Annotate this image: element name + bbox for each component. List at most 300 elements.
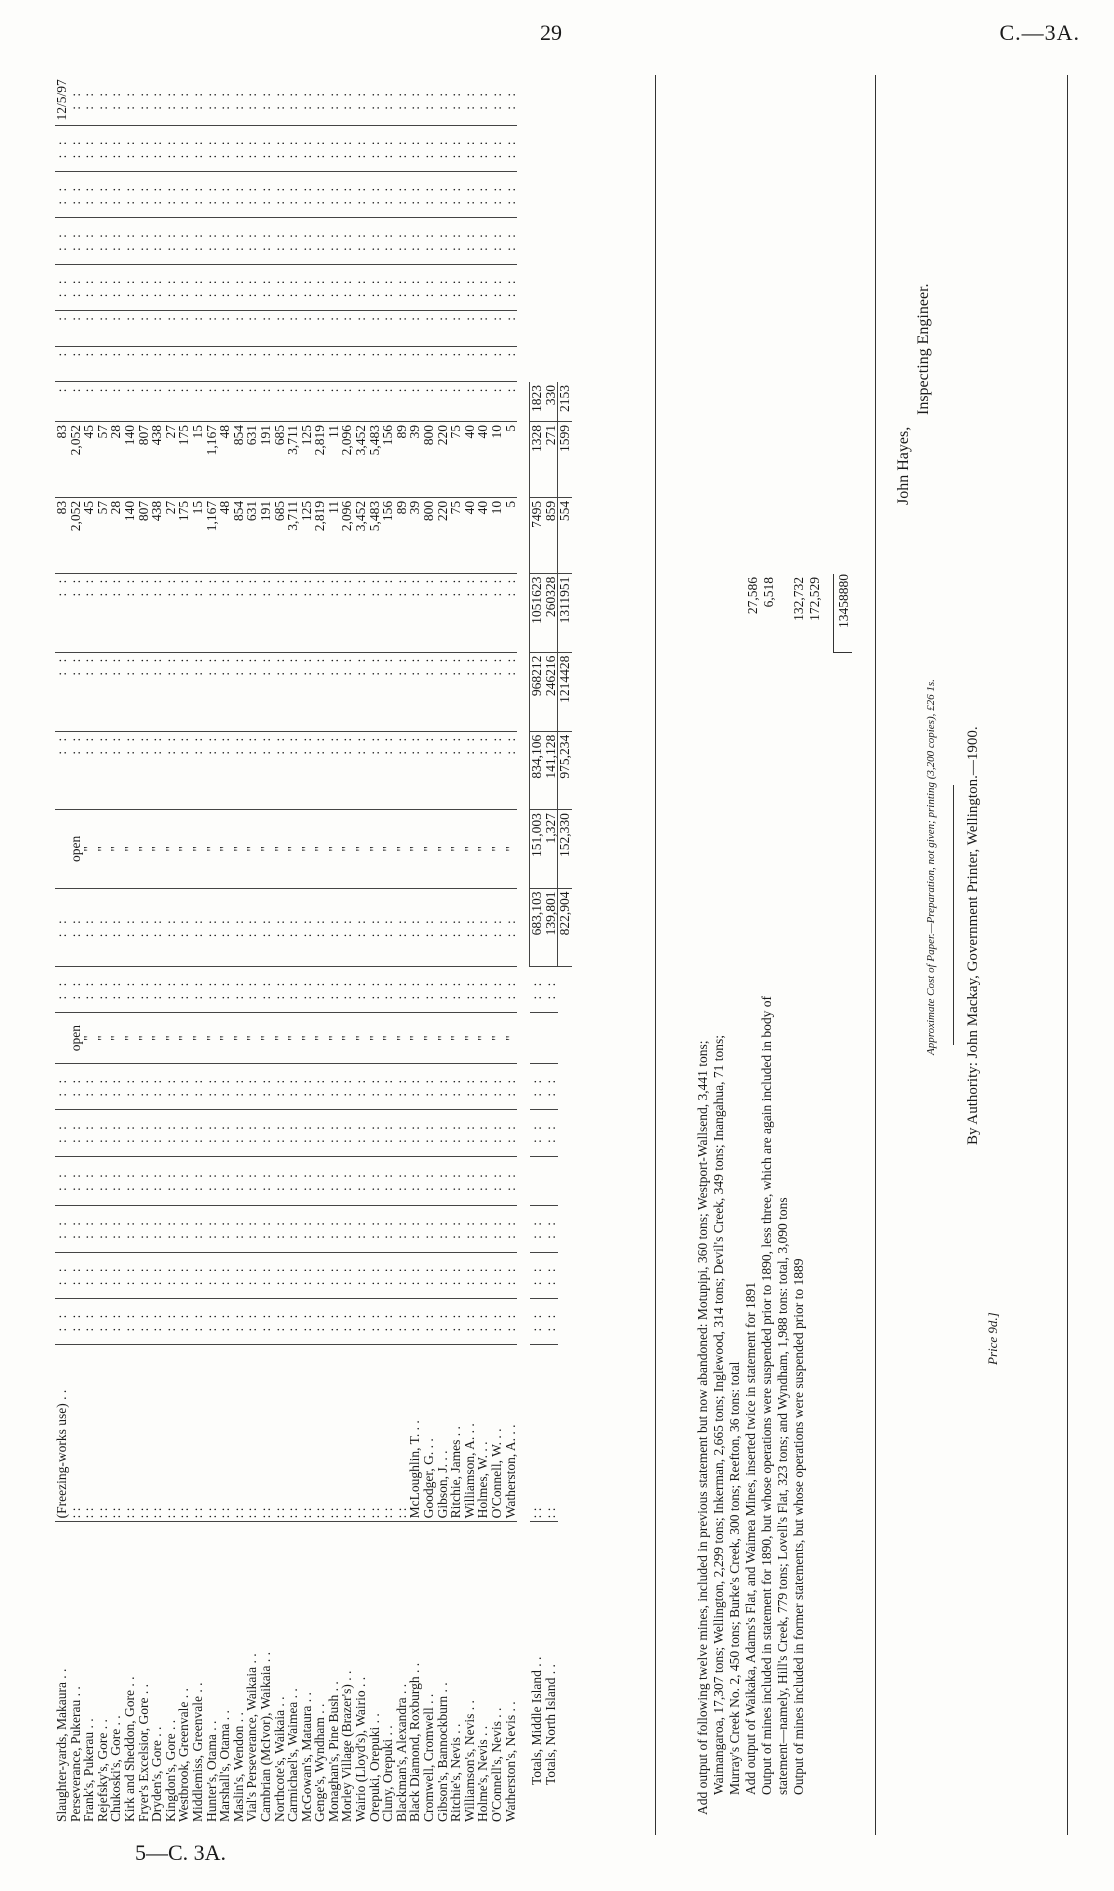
value-d: 3,711 [286, 497, 300, 573]
status-cell: " [286, 1013, 300, 1064]
owner-name: : : [164, 1345, 178, 1522]
status-cell: " [109, 810, 123, 888]
dot-cell: : : [436, 1064, 450, 1110]
status-cell: " [476, 1013, 490, 1064]
dot-cell: : : [381, 888, 395, 966]
dot-cell: : : [137, 264, 151, 310]
status-cell: " [177, 810, 191, 888]
table-row [109, 75, 123, 1825]
dot-cell: : : [137, 1206, 151, 1252]
value-a: : : [82, 731, 96, 809]
status-cell: " [313, 1013, 327, 1064]
status-cell: " [504, 810, 518, 888]
dot-cell: : : [286, 1110, 300, 1156]
dot-cell: : : [286, 1156, 300, 1206]
value-h: : [368, 311, 382, 347]
stamp-date: 12/5/97 [55, 75, 69, 125]
mine-name: Morley Village (Brazer's) . . [339, 1670, 355, 1822]
value-f: : [476, 382, 490, 422]
value-f: : [218, 382, 232, 422]
dot-cell: : : [218, 1298, 232, 1344]
dot-cell: : : [490, 1206, 504, 1252]
dot-cell: : : [55, 218, 69, 264]
dot-cell: : : [327, 75, 341, 125]
owner-name: Watherston, A. . . [504, 1345, 518, 1522]
dot-cell: : : [422, 1252, 436, 1298]
value-e: 2,819 [313, 422, 327, 498]
status-cell [55, 1013, 69, 1064]
dot-cell: : : [327, 172, 341, 218]
table-row [82, 75, 96, 1825]
dot-cell: : : [544, 1110, 558, 1156]
dot-cell: : : [273, 1298, 287, 1344]
dot-cell: : : [327, 966, 341, 1012]
dot-cell: : : [490, 1110, 504, 1156]
dot-cell: : : [408, 888, 422, 966]
mine-name: Frank's, Pukerau . . [81, 1718, 97, 1822]
value-d: 28 [109, 497, 123, 573]
total-a: 139,801 [544, 888, 558, 966]
dot-cell: : : [340, 125, 354, 171]
value-g: : [449, 346, 463, 382]
status-cell: " [436, 1013, 450, 1064]
dot-cell: : : [463, 75, 477, 125]
value-b: : : [490, 652, 504, 731]
status-cell: " [123, 810, 137, 888]
value-c: : : [313, 573, 327, 652]
value-a: : : [259, 731, 273, 809]
dot-cell: : : [273, 172, 287, 218]
value-f: : [245, 382, 259, 422]
dot-cell: : : [327, 1110, 341, 1156]
owner-name: Goodger, G. . . [422, 1345, 436, 1522]
status-cell: " [463, 810, 477, 888]
dot-cell: : : [368, 1298, 382, 1344]
status-cell: " [408, 810, 422, 888]
value-g: : [177, 346, 191, 382]
status-cell: " [300, 810, 314, 888]
note-value: 27,586 [745, 577, 760, 615]
value-a: : : [490, 731, 504, 809]
dot-cell: : : [530, 1206, 544, 1252]
dot-cell: : : [191, 1252, 205, 1298]
status-cell: " [395, 810, 409, 888]
owner-name: Williamson, A. . . [463, 1345, 477, 1522]
dot-cell: : : [300, 125, 314, 171]
dot-cell: : : [340, 1298, 354, 1344]
owner-name: : : [259, 1345, 273, 1522]
value-c: : : [150, 573, 164, 652]
dot-cell: : : [340, 966, 354, 1012]
dot-cell [530, 1013, 544, 1064]
dot-cell: : : [395, 125, 409, 171]
dot-cell: : : [476, 264, 490, 310]
value-a: : : [408, 731, 422, 809]
dot-cell: : : [137, 1064, 151, 1110]
dot-cell: : : [123, 1252, 137, 1298]
mine-name: Slaughter-yards, Makaura . . [54, 1668, 69, 1822]
dot-cell: : : [123, 264, 137, 310]
value-c: : : [259, 573, 273, 652]
value-d: 45 [82, 497, 96, 573]
dot-cell: : : [300, 1110, 314, 1156]
dot-cell: : : [463, 888, 477, 966]
dot-cell: : : [368, 172, 382, 218]
dot-cell: : : [504, 966, 518, 1012]
dot-cell: : : [490, 172, 504, 218]
dot-cell: : : [82, 1064, 96, 1110]
dot-cell: : : [490, 264, 504, 310]
value-d: 156 [381, 497, 395, 573]
dot-cell: : : [300, 172, 314, 218]
mine-name: Cluny, Orepuki . . [380, 1725, 396, 1822]
dot-cell: : : [395, 888, 409, 966]
dot-cell: : : [123, 1206, 137, 1252]
value-e: 75 [449, 422, 463, 498]
value-b: : : [218, 652, 232, 731]
owner-name: McLoughlin, T. . . [408, 1345, 422, 1522]
dot-cell: : : [218, 1110, 232, 1156]
dot-cell: : : [340, 1110, 354, 1156]
value-d: 125 [300, 497, 314, 573]
value-e: 2,052 [69, 422, 83, 498]
dot-cell: : : [177, 75, 191, 125]
mine-name: McGowan's, Mataura . . [298, 1692, 314, 1822]
value-e: 15 [191, 422, 205, 498]
value-c: : : [177, 573, 191, 652]
dot-cell: : : [259, 218, 273, 264]
grand-b: 152,330 [558, 810, 572, 888]
dot-cell: : : [354, 172, 368, 218]
dot-cell: : : [530, 1064, 544, 1110]
dot-cell: : : [55, 1156, 69, 1206]
blank [558, 1522, 572, 1825]
status-cell: open [69, 1013, 83, 1064]
dot-cell: : : [69, 966, 83, 1012]
value-c: : : [504, 573, 518, 652]
value-c: : : [300, 573, 314, 652]
dot-cell: : : [218, 1156, 232, 1206]
status-cell: " [422, 1013, 436, 1064]
dot-cell: : : [449, 888, 463, 966]
dot-cell: : : [82, 125, 96, 171]
dot-cell: : : [245, 1298, 259, 1344]
dot-cell: : : [245, 218, 259, 264]
dot-cell: : : [123, 172, 137, 218]
dot-cell: : : [395, 1064, 409, 1110]
value-f: : [381, 382, 395, 422]
dot-cell: : : [259, 1156, 273, 1206]
mine-name: Genge's, Wyndham . . [312, 1703, 328, 1822]
total-g: 271 [544, 422, 558, 498]
value-c: : : [476, 573, 490, 652]
value-g: : [245, 346, 259, 382]
value-g: : [82, 346, 96, 382]
dot-cell: : : [381, 218, 395, 264]
totals-label: Totals, North Island . . [543, 1664, 559, 1785]
dot-cell: : : [164, 1064, 178, 1110]
value-h: : [408, 311, 422, 347]
table-row [449, 75, 463, 1825]
dot-cell: : : [82, 888, 96, 966]
dot-cell: : : [436, 1298, 450, 1344]
dot-cell: : : [327, 1252, 341, 1298]
owner-name: : : [191, 1345, 205, 1522]
dot-cell: : : [109, 172, 123, 218]
dot-cell: : : [381, 1110, 395, 1156]
dot-cell: : : [69, 1252, 83, 1298]
dot-cell: : : [205, 218, 219, 264]
note-line: Waimangaroa, 17,307 tons; Wellington, 2,299 tons; Inkerman, 2,665 tons; Inglewood, 314 tons; Devil's Creek, 349 tons; Inangahua, 71 tons; [711, 1034, 726, 1795]
dot-cell: : : [490, 1298, 504, 1344]
value-d: 175 [177, 497, 191, 573]
grand-g: 1599 [558, 422, 572, 498]
value-h: : [109, 311, 123, 347]
value-h: : [150, 311, 164, 347]
value-b: : : [69, 652, 83, 731]
status-cell: " [490, 810, 504, 888]
value-e: 40 [476, 422, 490, 498]
value-a: : : [463, 731, 477, 809]
value-a: : : [218, 731, 232, 809]
total-e: 260328 [544, 573, 558, 652]
dot-cell: : : [476, 966, 490, 1012]
dot-cell: : : [232, 75, 246, 125]
blank [558, 1345, 572, 1522]
status-cell: " [205, 810, 219, 888]
dot-cell: : : [137, 75, 151, 125]
dot-cell: : : [82, 264, 96, 310]
value-c: : : [490, 573, 504, 652]
dot-cell: : : [490, 1156, 504, 1206]
table-row [340, 75, 354, 1825]
dot-cell: : : [150, 966, 164, 1012]
dot-cell: : : [463, 1206, 477, 1252]
value-a: : : [123, 731, 137, 809]
value-d: 2,052 [69, 497, 83, 573]
dot-cell: : : [245, 888, 259, 966]
dot-cell: : : [205, 966, 219, 1012]
value-f: : [436, 382, 450, 422]
table-row [436, 75, 450, 1825]
spacer-row [517, 75, 530, 1825]
dot-cell: : : [191, 125, 205, 171]
total-c: 141,128 [544, 731, 558, 809]
dot-cell: : : [408, 1156, 422, 1206]
mine-name: Williamson's, Nevis . . [461, 1700, 477, 1822]
value-b: : : [300, 652, 314, 731]
value-g: : [354, 346, 368, 382]
mine-name: Ritchie's, Nevis . . [448, 1723, 464, 1822]
owner-name: : : [368, 1345, 382, 1522]
table-row [422, 75, 436, 1825]
dot-cell: : : [205, 1110, 219, 1156]
dot-cell: : : [109, 75, 123, 125]
dot-cell: : : [123, 218, 137, 264]
table-row [273, 75, 287, 1825]
value-a: : : [137, 731, 151, 809]
dot-cell: : : [82, 75, 96, 125]
owner-name: O'Connell, W. . . [490, 1345, 504, 1522]
value-b: : : [436, 652, 450, 731]
note-value: 6,518 [761, 577, 776, 608]
table-row [395, 75, 409, 1825]
dot-cell: : : [123, 75, 137, 125]
status-cell: " [123, 1013, 137, 1064]
note-line: Output of mines included in former statements, but whose operations were suspended prior to 1889 [791, 1258, 806, 1795]
mine-name: O'Connell's, Nevis . . [489, 1707, 504, 1822]
mine-name: Rejefsky's, Gore . . [94, 1719, 110, 1822]
dot-cell: : : [354, 264, 368, 310]
dot-cell: : : [205, 1298, 219, 1344]
value-b: : : [368, 652, 382, 731]
dot-cell: : : [273, 264, 287, 310]
status-cell: " [137, 810, 151, 888]
dot-cell: : : [422, 966, 436, 1012]
dot-cell: : : [422, 218, 436, 264]
dot-cell: : : [354, 1298, 368, 1344]
table-row [368, 75, 382, 1825]
dot-cell: : : [150, 1206, 164, 1252]
dot-cell: : : [490, 218, 504, 264]
status-cell: " [177, 1013, 191, 1064]
dot-cell: : : [245, 966, 259, 1012]
value-d: 5,483 [368, 497, 382, 573]
dot-cell: : : [313, 264, 327, 310]
dot-cell: : : [232, 218, 246, 264]
table-row [164, 75, 178, 1825]
value-b: : : [273, 652, 287, 731]
value-h: : [422, 311, 436, 347]
status-cell: " [490, 1013, 504, 1064]
dot-cell: : : [150, 172, 164, 218]
owner-name: : : [286, 1345, 300, 1522]
dot-cell: : : [313, 1156, 327, 1206]
dot-cell: : : [205, 264, 219, 310]
value-e: 125 [300, 422, 314, 498]
value-b: : : [476, 652, 490, 731]
dot-cell: : : [259, 888, 273, 966]
value-h: : [476, 311, 490, 347]
dot-cell: : : [313, 966, 327, 1012]
value-e: 140 [123, 422, 137, 498]
table-row [137, 75, 151, 1825]
dot-cell: : : [177, 218, 191, 264]
dot-cell: : : [96, 1206, 110, 1252]
status-cell: " [218, 1013, 232, 1064]
dot-cell: : : [340, 172, 354, 218]
dot-cell: : : [205, 1156, 219, 1206]
dot-cell: : : [436, 125, 450, 171]
dot-cell: : : [96, 1252, 110, 1298]
dot-cell: : : [69, 172, 83, 218]
dot-cell: : : [245, 125, 259, 171]
dot-cell: : : [300, 1156, 314, 1206]
dot-cell: : : [245, 75, 259, 125]
value-f: : [96, 382, 110, 422]
value-f: : [313, 382, 327, 422]
dot-cell: : : [286, 1064, 300, 1110]
value-b: : : [55, 652, 69, 731]
status-cell: " [164, 810, 178, 888]
dot-cell: : : [544, 1252, 558, 1298]
status-cell: " [191, 810, 205, 888]
dot-cell: : : [422, 1110, 436, 1156]
dot-cell: : : [286, 125, 300, 171]
dot-cell: : : [354, 1064, 368, 1110]
value-h: : [300, 311, 314, 347]
dot-cell: : : [232, 125, 246, 171]
dot-cell: : : [340, 218, 354, 264]
owner-name: : : [313, 1345, 327, 1522]
dot-cell: : : [286, 966, 300, 1012]
value-f: : [340, 382, 354, 422]
value-c: : : [286, 573, 300, 652]
status-cell: " [395, 1013, 409, 1064]
value-b: : : [137, 652, 151, 731]
dot-cell: : : [137, 218, 151, 264]
dot-cell: : : [69, 75, 83, 125]
status-cell [55, 810, 69, 888]
dot-cell: : : [109, 1206, 123, 1252]
table-row [245, 75, 259, 1825]
dot-cell: : : [313, 1252, 327, 1298]
value-c: : : [69, 573, 83, 652]
status-cell: " [368, 810, 382, 888]
dot-cell: : : [177, 1252, 191, 1298]
value-g: : [381, 346, 395, 382]
dot-cell: : : [55, 1110, 69, 1156]
dot-cell: : : [436, 172, 450, 218]
dot-cell: : : [463, 1064, 477, 1110]
table-row [69, 75, 83, 1825]
owner-name: : : [395, 1345, 409, 1522]
dot-cell: : : [436, 1156, 450, 1206]
value-b: : : [327, 652, 341, 731]
value-d: 10 [490, 497, 504, 573]
value-e: 5,483 [368, 422, 382, 498]
dot-cell: : : [177, 1110, 191, 1156]
dot-cell: : : [449, 1110, 463, 1156]
value-h: : [504, 311, 518, 347]
dot-cell: : : [150, 888, 164, 966]
dot-cell: : : [109, 1110, 123, 1156]
value-g: : [327, 346, 341, 382]
dot-cell: : : [504, 172, 518, 218]
dot-cell: : : [96, 1156, 110, 1206]
value-g: : [395, 346, 409, 382]
value-a: : : [205, 731, 219, 809]
dot-cell: : : [69, 1064, 83, 1110]
dot-cell: : : [96, 1110, 110, 1156]
dot-cell: : : [340, 1064, 354, 1110]
dot-cell: : : [55, 1298, 69, 1344]
grand-f: 554 [558, 497, 572, 573]
value-h: : [177, 311, 191, 347]
value-h: : [259, 311, 273, 347]
dot-cell: : : [422, 1156, 436, 1206]
value-b: : : [191, 652, 205, 731]
dot-cell: : : [354, 125, 368, 171]
dot-cell: : : [273, 125, 287, 171]
table-row [177, 75, 191, 1825]
dot-cell: : : [313, 1110, 327, 1156]
dot-cell: : : [313, 172, 327, 218]
dot-cell: : : [313, 1064, 327, 1110]
value-f: : [490, 382, 504, 422]
dot-cell: : : [123, 125, 137, 171]
dot-cell: : : [340, 1206, 354, 1252]
